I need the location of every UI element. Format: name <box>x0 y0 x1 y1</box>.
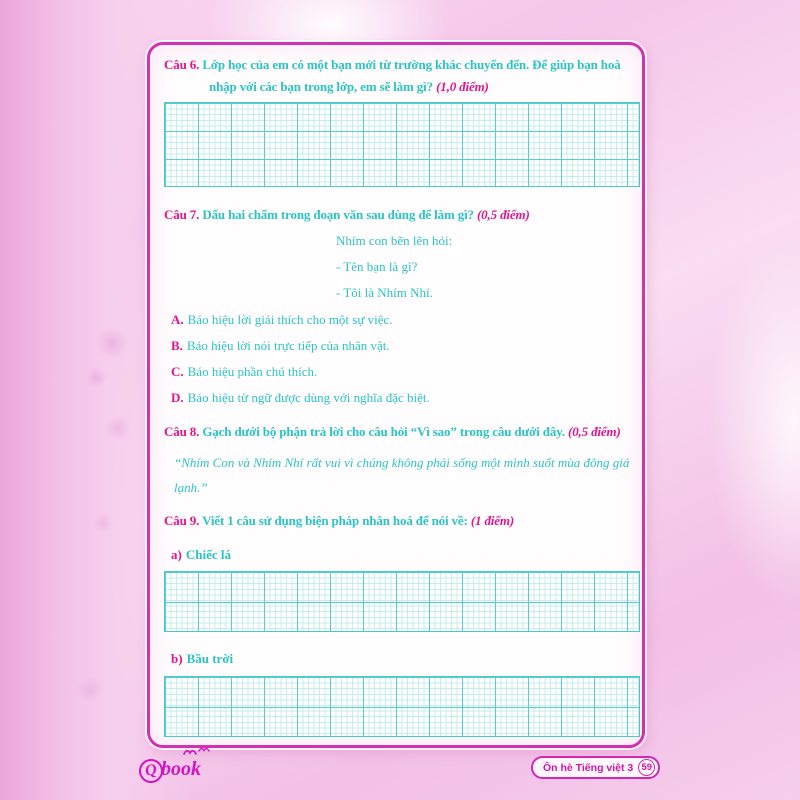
question-8-text: Gạch dưới bộ phận trả lời cho câu hỏi “Vì sao” trong câu dưới đây. <box>202 424 569 439</box>
question-6-number: Câu 6. <box>164 57 200 72</box>
logo-text: book <box>161 758 201 780</box>
page-number-badge: 59 <box>638 759 655 776</box>
question-7-text: Dấu hai chấm trong đoạn văn sau dùng để làm gì? <box>202 207 477 222</box>
question-7-score: (0,5 điểm) <box>476 207 530 222</box>
question-7-passage <box>336 228 629 306</box>
question-9a-label <box>171 545 629 565</box>
question-9-score: (1 điểm) <box>470 513 515 528</box>
option-b <box>171 333 629 359</box>
logo-q-emblem: Q <box>137 757 164 784</box>
option-c <box>171 359 629 385</box>
question-9b-label <box>171 649 629 669</box>
option-a-letter: A. <box>171 312 184 327</box>
option-a <box>171 307 629 333</box>
option-b-letter: B. <box>171 338 183 353</box>
book-title: Ôn hè Tiếng việt 3 <box>543 761 634 774</box>
passage-line: - Tôi là Nhím Nhí. <box>336 285 433 300</box>
question-6-score: (1,0 điểm) <box>436 79 489 94</box>
writing-grid-q6 <box>164 102 640 187</box>
question-8-number: Câu 8. <box>164 424 200 439</box>
question-9-text: Viết 1 câu sử dụng biện pháp nhân hoá để nói về: <box>202 513 471 528</box>
worksheet-page <box>147 42 645 748</box>
writing-grid-q9a <box>164 571 640 632</box>
question-7-number: Câu 7. <box>164 207 200 222</box>
question-7-options <box>171 307 629 411</box>
option-d <box>171 385 629 411</box>
question-9-number: Câu 9. <box>164 513 200 528</box>
question-9-header <box>164 510 629 532</box>
option-d-text: Báo hiệu từ ngữ được dùng với nghĩa đặc biệt. <box>187 390 430 405</box>
question-8-quote: “Nhím Con và Nhím Nhí rất vui vì chúng không phải sống một mình suốt mùa đông giá lạnh.” <box>174 455 630 495</box>
item-a-text: Chiếc lá <box>185 547 231 562</box>
question-7-header <box>164 204 629 226</box>
question-8-header <box>164 421 629 443</box>
option-c-letter: C. <box>171 364 184 379</box>
worksheet-content <box>150 45 642 745</box>
item-a-letter: a) <box>171 547 182 562</box>
option-d-letter: D. <box>171 390 184 405</box>
item-b-letter: b) <box>171 651 183 666</box>
option-c-text: Báo hiệu phần chú thích. <box>187 364 318 379</box>
passage-line: Nhím con bẽn lẽn hỏi: <box>336 233 453 248</box>
option-b-text: Báo hiệu lời nói trực tiếp của nhân vật. <box>186 338 390 353</box>
option-a-text: Báo hiệu lời giải thích cho một sự việc. <box>187 312 393 327</box>
passage-line: - Tên bạn là gì? <box>336 259 418 274</box>
question-6-header <box>164 54 629 98</box>
writing-grid-q9b <box>164 676 640 737</box>
publisher-logo <box>139 753 249 795</box>
question-8-score: (0,5 điểm) <box>568 424 621 439</box>
book-page-tag <box>531 756 660 779</box>
birds-icon <box>181 744 213 758</box>
item-b-text: Bầu trời <box>186 651 234 666</box>
question-6-text: Lớp học của em có một bạn mới từ trường khác chuyển đến. Để giúp bạn hoà nhập với các bạn trong lớp, em sẽ làm gì? <box>202 57 621 94</box>
